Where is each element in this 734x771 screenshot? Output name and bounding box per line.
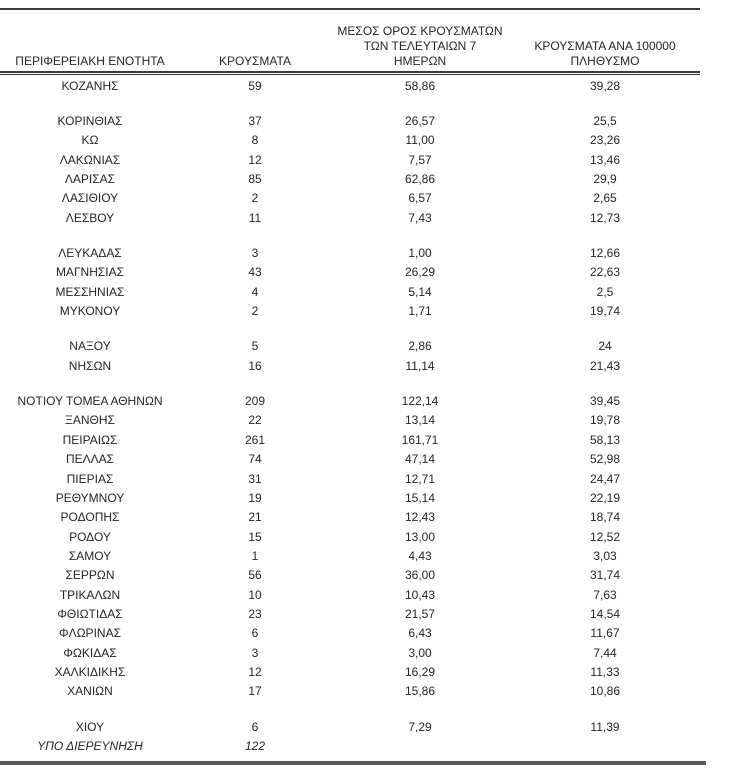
cell-region: ΠΕΛΛΑΣ	[65, 452, 115, 467]
cell-avg7: 62,86	[404, 172, 436, 187]
cell-cases: 2	[251, 191, 259, 206]
header-line: ΚΡΟΥΣΜΑΤΑ ΑΝΑ 100000	[534, 39, 676, 53]
cell-cases: 3	[251, 246, 259, 261]
cell-region: ΛΑΚΩΝΙΑΣ	[59, 152, 121, 167]
cell-avg7: 12,43	[404, 510, 436, 525]
cell-avg7: 12,71	[404, 471, 436, 486]
cell-per100k: 29,9	[593, 172, 617, 187]
table-row	[0, 282, 734, 301]
cell-cases: 6	[251, 719, 259, 734]
table-row	[0, 391, 734, 410]
cell-avg7: 5,14	[408, 284, 432, 299]
cell-per100k: 21,43	[589, 358, 621, 373]
cell-per100k: 13,46	[589, 152, 621, 167]
table-row	[0, 243, 734, 262]
cell-region: ΚΩ	[81, 133, 99, 148]
header-line: ΤΩΝ ΤΕΛΕΥΤΑΙΩΝ 7	[363, 39, 477, 53]
cell-per100k: 58,13	[589, 432, 621, 447]
cell-cases: 6	[251, 626, 259, 641]
cell-region: ΣΕΡΡΩΝ	[65, 568, 115, 583]
cell-cases: 11	[248, 210, 262, 225]
cell-cases: 12	[248, 152, 262, 167]
cell-cases: 3	[251, 645, 259, 660]
cell-avg7: 10,43	[404, 587, 436, 602]
spacer-row	[0, 321, 734, 337]
spacer-row	[0, 375, 734, 391]
cell-per100k: 39,28	[589, 78, 621, 93]
cell-avg7: 7,57	[408, 152, 432, 167]
table-row	[0, 301, 734, 320]
cell-avg7: 11,14	[405, 358, 435, 373]
header-cell-region	[0, 54, 180, 69]
header-line: ΜΕΣΟΣ ΟΡΟΣ ΚΡΟΥΣΜΑΤΩΝ	[337, 24, 503, 38]
cell-cases: 5	[251, 339, 259, 354]
cell-per100k: 23,26	[589, 133, 621, 148]
cell-per100k: 24,47	[589, 471, 621, 486]
cell-per100k: 12,66	[589, 246, 621, 261]
cell-region: ΝΗΣΩΝ	[68, 358, 112, 373]
table-row	[0, 111, 734, 130]
spacer-row	[0, 95, 734, 111]
table-body	[0, 75, 734, 756]
cell-cases: 10	[248, 587, 262, 602]
cell-cases: 4	[251, 284, 259, 299]
cell-per100k: 24	[598, 339, 612, 354]
cell-region: ΜΥΚΟΝΟΥ	[59, 304, 121, 319]
cell-per100k: 7,63	[593, 587, 617, 602]
cell-cases: 16	[248, 358, 262, 373]
spacer-row	[0, 227, 734, 243]
cell-cases: 12	[248, 664, 262, 679]
cell-cases: 21	[248, 510, 262, 525]
table-row	[0, 150, 734, 169]
table-row	[0, 682, 734, 701]
cell-avg7: 58,86	[404, 78, 436, 93]
cell-cases: 15	[248, 529, 262, 544]
header-cell-per100k	[510, 39, 700, 69]
cell-cases: 19	[248, 490, 262, 505]
cell-cases: 85	[248, 172, 262, 187]
table-row	[0, 546, 734, 565]
cell-cases: 43	[248, 265, 262, 280]
cell-avg7: 2,86	[408, 339, 432, 354]
cell-region: ΠΕΙΡΑΙΩΣ	[62, 432, 118, 447]
table-row	[0, 76, 734, 95]
cell-avg7: 11,00	[405, 133, 435, 148]
cell-avg7: 15,14	[404, 490, 436, 505]
spacer-row	[0, 701, 734, 717]
cell-cases: 2	[251, 304, 259, 319]
cell-cases: 56	[248, 568, 262, 583]
table-row	[0, 263, 734, 282]
table-row	[0, 508, 734, 527]
cell-region: ΡΟΔΟΥ	[69, 529, 111, 544]
cell-per100k: 22,19	[589, 490, 621, 505]
cell-cases: 261	[244, 432, 266, 447]
cell-region: ΤΡΙΚΑΛΩΝ	[59, 587, 121, 602]
cell-avg7: 13,00	[404, 529, 436, 544]
table-row	[0, 189, 734, 208]
table-row	[0, 643, 734, 662]
cell-region: ΧΑΝΙΩΝ	[67, 684, 113, 699]
cell-per100k: 3,03	[593, 548, 617, 563]
cell-per100k: 11,67	[590, 626, 620, 641]
cell-region: ΚΟΖΑΝΗΣ	[61, 78, 119, 93]
cell-avg7: 6,43	[408, 626, 432, 641]
cell-region: ΦΘΙΩΤΙΔΑΣ	[57, 606, 123, 621]
cell-per100k: 7,44	[593, 645, 617, 660]
cell-avg7: 15,86	[404, 684, 436, 699]
cell-region: ΠΙΕΡΙΑΣ	[66, 471, 114, 486]
header-line: ΚΡΟΥΣΜΑΤΑ	[219, 54, 291, 68]
table-row	[0, 488, 734, 507]
cell-per100k: 19,74	[589, 304, 621, 319]
header-cell-avg7	[330, 24, 510, 69]
cell-region: ΜΑΓΝΗΣΙΑΣ	[55, 265, 125, 280]
cell-cases: 8	[251, 133, 259, 148]
table-row	[0, 624, 734, 643]
cell-avg7: 47,14	[404, 452, 436, 467]
cell-region: ΦΩΚΙΔΑΣ	[63, 645, 117, 660]
cell-cases: 1	[251, 548, 259, 563]
cell-avg7: 6,57	[408, 191, 432, 206]
table-row	[0, 430, 734, 449]
cell-cases: 37	[248, 114, 262, 129]
table-row	[0, 736, 734, 755]
cell-cases: 59	[248, 78, 262, 93]
cell-region: ΞΑΝΘΗΣ	[65, 413, 115, 428]
cell-cases: 122	[244, 738, 266, 753]
cell-cases: 31	[248, 471, 262, 486]
cell-cases: 209	[244, 394, 266, 409]
table-row	[0, 717, 734, 736]
table-row	[0, 356, 734, 375]
table-row	[0, 337, 734, 356]
cell-region: ΛΑΣΙΘΙΟΥ	[61, 191, 119, 206]
cell-per100k: 18,74	[589, 510, 621, 525]
table-row	[0, 585, 734, 604]
cell-cases: 17	[248, 684, 262, 699]
cell-avg7: 7,29	[408, 719, 432, 734]
cell-avg7: 21,57	[404, 606, 436, 621]
cell-per100k: 12,52	[589, 529, 621, 544]
cell-region: ΝΑΞΟΥ	[69, 339, 111, 354]
cell-per100k: 39,45	[589, 394, 621, 409]
header-line: ΠΛΗΘΥΣΜΟ	[570, 54, 640, 68]
cell-per100k: 11,39	[590, 719, 620, 734]
cell-avg7: 1,71	[408, 304, 432, 319]
cell-region: ΦΛΩΡΙΝΑΣ	[59, 626, 121, 641]
table-row	[0, 450, 734, 469]
bottom-rule	[0, 761, 706, 765]
cell-cases: 23	[248, 606, 262, 621]
cell-region: ΛΑΡΙΣΑΣ	[64, 172, 116, 187]
cell-avg7: 16,29	[404, 664, 436, 679]
table-row	[0, 169, 734, 188]
cell-per100k: 19,78	[589, 413, 621, 428]
cell-region: ΛΕΥΚΑΔΑΣ	[58, 246, 122, 261]
cell-avg7: 122,14	[401, 394, 439, 409]
cell-region: ΥΠΟ ΔΙΕΡΕΥΝΗΣΗ	[37, 738, 143, 753]
cell-per100k: 10,86	[589, 684, 621, 699]
cell-per100k: 2,5	[596, 284, 614, 299]
cell-avg7: 161,71	[401, 432, 439, 447]
cell-region: ΡΟΔΟΠΗΣ	[60, 510, 120, 525]
table-row	[0, 131, 734, 150]
cell-per100k: 25,5	[593, 114, 617, 129]
table-header-row	[0, 10, 734, 69]
table-row	[0, 604, 734, 623]
cell-region: ΜΕΣΣΗΝΙΑΣ	[55, 284, 125, 299]
table-row	[0, 527, 734, 546]
cell-region: ΧΑΛΚΙΔΙΚΗΣ	[54, 664, 126, 679]
header-cell-cases	[180, 54, 330, 69]
cell-per100k: 14,54	[589, 606, 621, 621]
cell-region: ΝΟΤΙΟΥ ΤΟΜΕΑ ΑΘΗΝΩΝ	[17, 394, 163, 409]
cell-per100k: 31,74	[589, 568, 621, 583]
cell-avg7: 26,57	[404, 114, 436, 129]
cell-avg7: 4,43	[408, 548, 432, 563]
cell-per100k: 12,73	[589, 210, 621, 225]
cell-avg7: 13,14	[404, 413, 436, 428]
table-row	[0, 566, 734, 585]
cell-cases: 74	[248, 452, 262, 467]
cell-avg7: 3,00	[408, 645, 432, 660]
cell-avg7: 26,29	[404, 265, 436, 280]
cell-per100k: 11,33	[590, 664, 620, 679]
header-line: ΠΕΡΙΦΕΡΕΙΑΚΗ ΕΝΟΤΗΤΑ	[15, 54, 165, 68]
table-row	[0, 662, 734, 681]
cell-per100k: 52,98	[589, 452, 621, 467]
cell-region: ΡΕΘΥΜΝΟΥ	[55, 490, 125, 505]
cell-region: ΛΕΣΒΟΥ	[65, 210, 115, 225]
table-row	[0, 411, 734, 430]
table-row	[0, 208, 734, 227]
cell-avg7: 36,00	[404, 568, 436, 583]
cell-avg7: 7,43	[408, 210, 432, 225]
cell-per100k: 22,63	[589, 265, 621, 280]
header-line: ΗΜΕΡΩΝ	[393, 54, 447, 68]
cell-region: ΣΑΜΟΥ	[68, 548, 112, 563]
cell-region: ΧΙΟΥ	[75, 719, 105, 734]
cell-cases: 22	[248, 413, 262, 428]
table-row	[0, 469, 734, 488]
cell-per100k: 2,65	[593, 191, 617, 206]
cell-region: ΚΟΡΙΝΘΙΑΣ	[57, 114, 123, 129]
cell-avg7: 1,00	[408, 246, 432, 261]
